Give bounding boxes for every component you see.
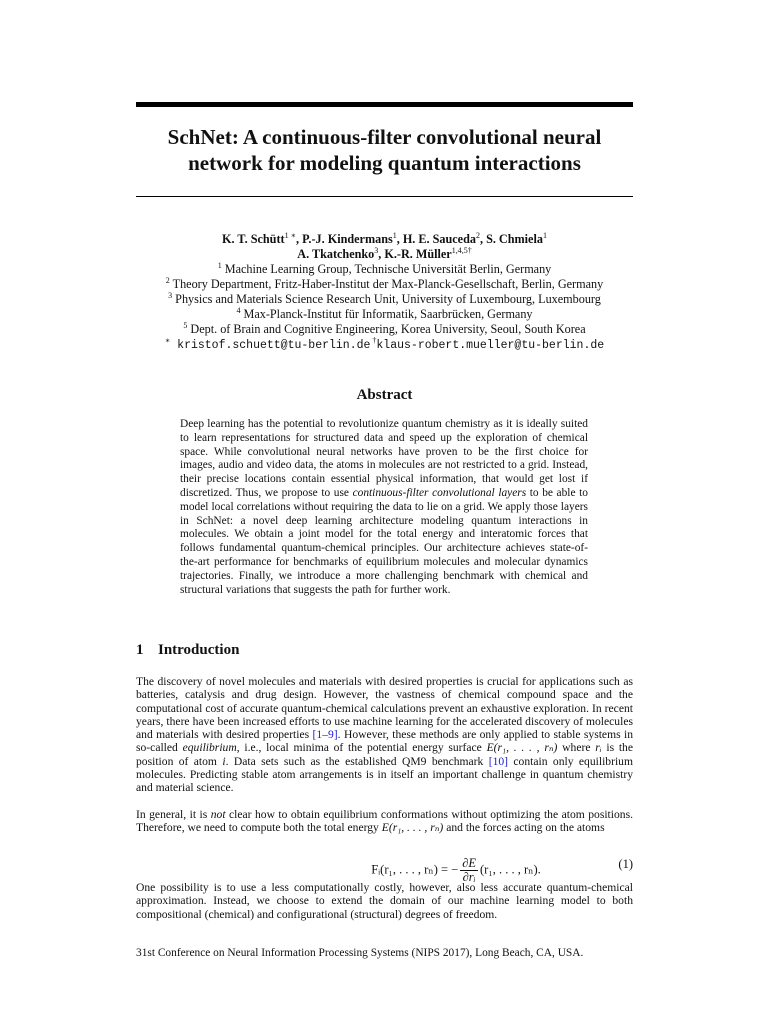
equation-body [286, 857, 626, 884]
affiliation-text: Physics and Materials Science Research Unit, University of Luxembourg, Luxembourg [172, 292, 601, 306]
equation-fraction [460, 857, 478, 884]
affiliation-mark: 2 [165, 276, 170, 285]
section-number: 1 [136, 642, 144, 658]
author-mark: 1,4,5† [451, 246, 472, 255]
text: and the forces acting on the atoms [443, 821, 605, 835]
text: . However, these methods are only applied to stable systems in so-called [136, 728, 633, 755]
affiliation-5 [136, 322, 633, 337]
author-name: , K.-R. Müller [378, 247, 452, 261]
affiliation-3 [136, 292, 633, 307]
fraction-numerator: ∂E [462, 856, 477, 870]
author-mark: 2 [475, 231, 480, 240]
affiliation-text: Machine Learning Group, Technische Universität Berlin, Germany [221, 262, 552, 276]
abstract-text [180, 418, 588, 597]
email-link[interactable]: klaus-robert.mueller@tu-berlin.de [376, 339, 605, 352]
author-mark: 1 ∗ [284, 231, 296, 240]
title-line-2: network for modeling quantum interactions [188, 151, 581, 175]
text: In general, it is [136, 808, 211, 821]
equation-number: (1) [618, 857, 633, 871]
authors-line-2 [136, 247, 633, 262]
affiliation-mark: 4 [236, 306, 241, 315]
email-link[interactable]: kristof.schuett@tu-berlin.de [170, 339, 371, 352]
affiliation-text: Theory Department, Fritz-Haber-Institut der Max-Planck-Gesellschaft, Berlin, Germany [169, 277, 604, 291]
affiliation-mark: 5 [183, 321, 188, 330]
affiliation-mark: 3 [168, 291, 173, 300]
email-mark: ∗ [164, 336, 171, 345]
citation-link[interactable]: [1–9] [312, 728, 338, 742]
text: contain only equilibrium molecules. Predicting stable atom arrangements is in itself an important challenge in quantum chemistry and material science. [136, 754, 633, 795]
math: rᵢ [595, 741, 602, 755]
abstract-emphasis: continuous-filter convolutional layers [352, 486, 527, 499]
text: , i.e., local minima of the potential energy surface [236, 741, 487, 755]
math: E(r₁, . . . , rₙ) [486, 741, 558, 755]
text: is the position of atom [136, 741, 633, 768]
author-name: K. T. Schütt [222, 232, 285, 246]
authors-line-1 [136, 232, 633, 247]
email-mark: † [370, 336, 377, 345]
equation-lhs: Fᵢ(r₁, . . . , rₙ) = − [371, 862, 459, 877]
author-block [136, 232, 633, 353]
author-mark: 3 [374, 246, 379, 255]
affiliation-mark: 1 [217, 261, 222, 270]
paragraph-1 [136, 675, 633, 795]
affiliation-1 [136, 262, 633, 277]
citation-link[interactable]: [10] [488, 754, 509, 768]
title-top-rule [136, 102, 633, 107]
conference-footnote: 31st Conference on Neural Information Processing Systems (NIPS 2017), Long Beach, CA, USA. [136, 947, 584, 959]
section-title: Introduction [158, 642, 240, 658]
author-mark: 1 [542, 231, 547, 240]
affiliation-text: Dept. of Brain and Cognitive Engineering, Korea University, Seoul, South Korea [187, 322, 586, 336]
abstract-part: Deep learning has the potential to revolutionize quantum chemistry as it is ideally suited to learn representations for structured data and speed up the exploration of chemical space. While convolutional neural networks have proven to be the first choice for images, audio and video data, the atoms in molecules are not restricted to a grid. Instead, their precise locations contain essential physical information, that would get lost if discretized. Thus, we propose to use [180, 418, 588, 499]
email-line [136, 337, 633, 353]
author-name: , P.-J. Kindermans [296, 232, 393, 246]
text: clear how to obtain equilibrium conformations without optimizing the atom positions. Therefore, we need to compute both the total energy [136, 808, 633, 835]
paper-title [136, 124, 633, 176]
paragraph-2 [136, 808, 633, 835]
math: E(r₁, . . . , rₙ) [381, 821, 444, 835]
abstract-part: to be able to model local correlations without requiring the data to lie on a grid. We apply those layers in SchNet: a novel deep learning architecture modeling quantum interactions in molecules. We obtain a joint model for the total energy and interatomic forces that follows fundamental quantum-chemical principles. Our architecture achieves state-of-the-art performance for benchmarks of equilibrium molecules and molecular dynamics trajectories. Finally, we introduce a more challenging benchmark with chemical and structural variations that suggests the path for further work. [180, 486, 588, 596]
author-name: , S. Chmiela [479, 232, 543, 246]
author-name: A. Tkatchenko [297, 247, 375, 261]
affiliation-2 [136, 277, 633, 292]
emphasis: equilibrium [182, 741, 237, 755]
text: . Data sets such as the established QM9 benchmark [225, 754, 489, 768]
fraction-denominator: ∂rᵢ [462, 870, 476, 884]
affiliation-4 [136, 307, 633, 322]
affiliation-text: Max-Planck-Institut für Informatik, Saarbrücken, Germany [240, 307, 533, 321]
section-heading [136, 640, 633, 660]
title-line-1: SchNet: A continuous-filter convolutional neural [167, 125, 602, 149]
author-mark: 1 [392, 231, 397, 240]
author-name: , H. E. Sauceda [396, 232, 476, 246]
text: where [557, 741, 596, 755]
equation-rhs: (r₁, . . . , rₙ). [480, 862, 541, 877]
equation-1 [136, 848, 633, 884]
paragraph-3: One possibility is to use a less computationally costly, however, also less accurate quantum-chemical approximation. Instead, we choose to extend the domain of our machine learning model to both compositional (chemical) and configurational (structural) degrees of freedom. [136, 881, 633, 921]
abstract-heading: Abstract [356, 387, 413, 403]
math: i [222, 754, 226, 768]
emphasis: not [210, 808, 226, 821]
text: The discovery of novel molecules and materials with desired properties is crucial for applications such as batteries, catalysis and drug design. However, the vastness of chemical compound space and the computational cost of accurate quantum-chemical calculations prevent an exhaustive exploration. In recent years, there have been increased efforts to use machine learning for the accelerated discovery of molecules and materials with desired properties [136, 675, 633, 742]
title-bottom-rule [136, 196, 633, 197]
